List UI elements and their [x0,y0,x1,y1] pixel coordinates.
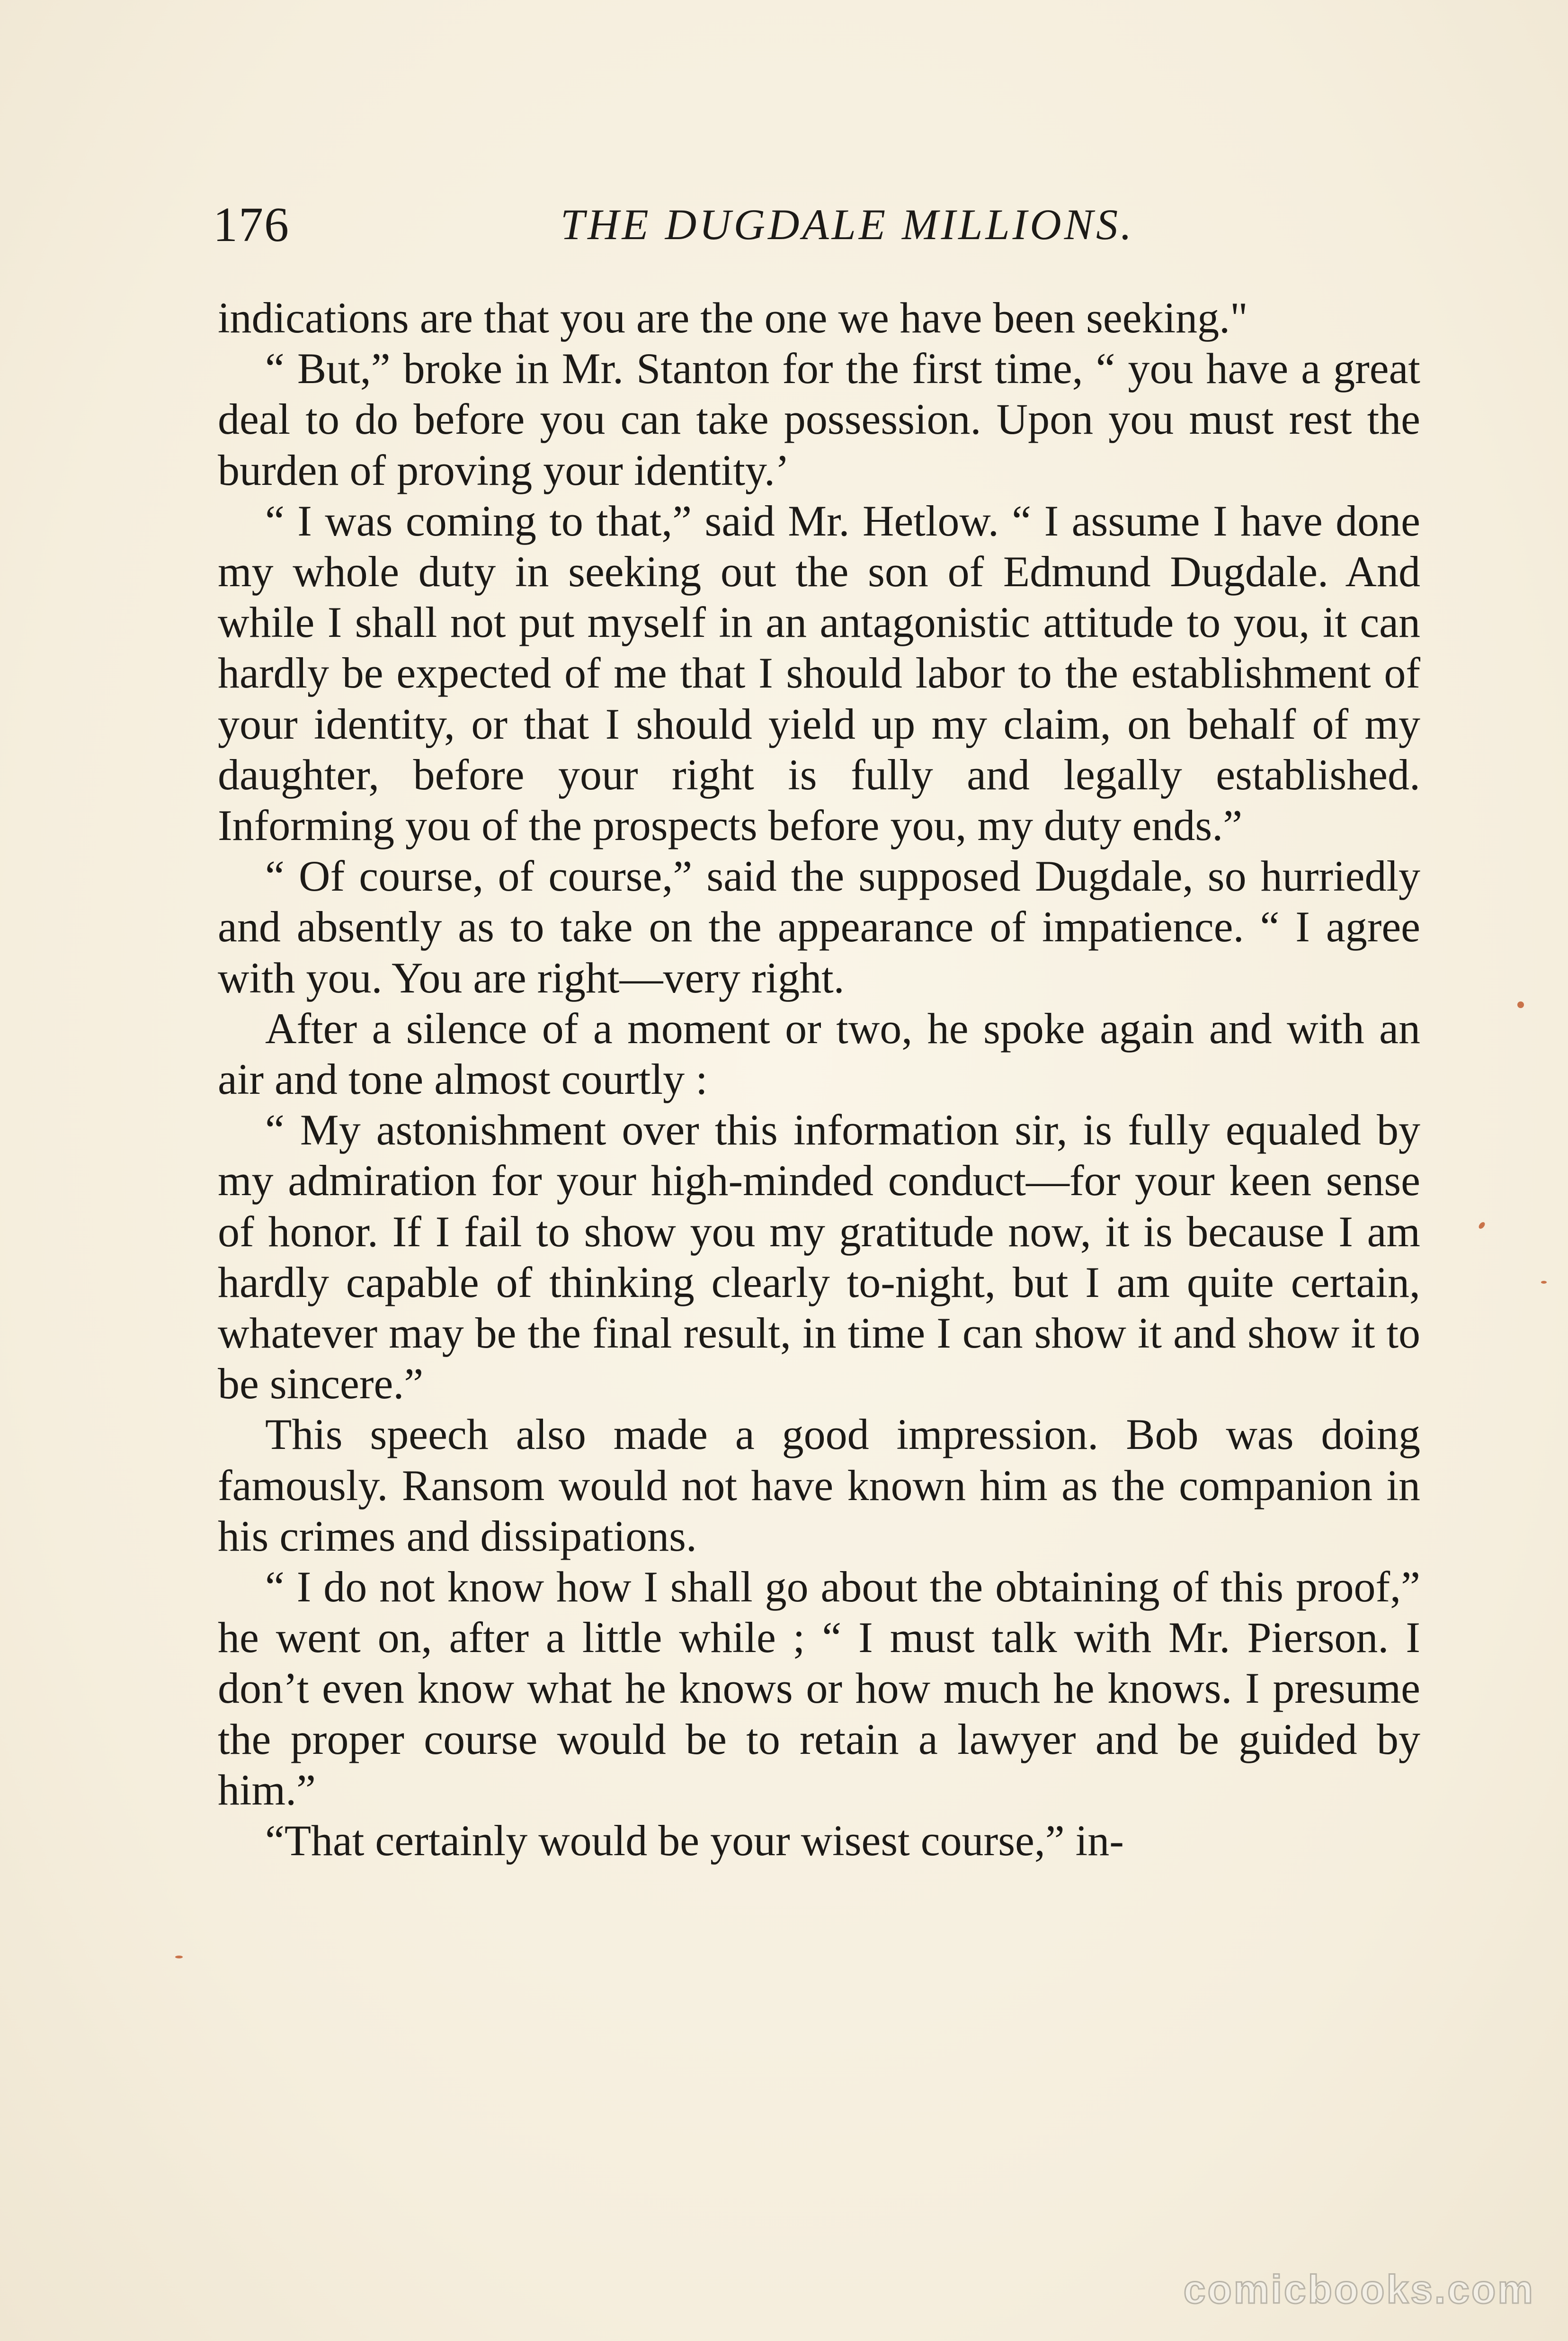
paragraph: After a silence of a moment or two, he spoke again and with an air and tone almost courtly : [218,1004,1420,1104]
paragraph: “ I was coming to that,” said Mr. Hetlow. “ I assume I have done my whole duty in seeking out the son of Edmund Dugdale. And while I shall not put myself in an antagonistic attitude to you, it can hardly be expected of me that I should labor to the establishment of your identity, or that I should yield up my claim, on behalf of my daughter, before your right is fully and legally established. Informing you of the prospects before you, my duty ends.” [218,496,1420,850]
paragraph: This speech also made a good impression. Bob was doing famously. Ransom would not have known him as the companion in his crimes and dissipations. [218,1410,1420,1560]
paragraph: “ I do not know how I shall go about the obtaining of this proof,” he went on, after a little while ; “ I must talk with Mr. Pierson. I don’t even know what he knows or how much he knows. I presume the proper course would be to retain a lawyer and be guided by him.” [218,1563,1420,1814]
page-header [213,197,1425,258]
page-number: 176 [213,197,290,252]
paragraph: “That certainly would be your wisest course,” in- [265,1816,1124,1865]
paragraph: “ My astonishment over this information sir, is fully equaled by my admiration for your high-minded conduct—for your keen sense of honor. If I fail to show you my gratitude now, it is because I am hardly capable of thinking clearly to-night, but I am quite certain, whatever may be the final result, in time I can show it and show it to be sincere.” [218,1106,1420,1408]
paragraph: “ Of course, of course,” said the supposed Dugdale, so hurriedly and absently as to take on the appearance of impatience. “ I agree with you. You are right—very right. [218,852,1420,1002]
paragraph: indications are that you are the one we have been seeking." [218,294,1248,342]
body-text [218,293,1420,1866]
watermark-logo: comicbooks.com [1183,2267,1535,2312]
paper-speck [1478,1221,1486,1230]
paper-speck [1541,1281,1547,1284]
paper-speck [1517,1001,1524,1008]
running-title: THE DUGDALE MILLIONS. [560,200,1135,249]
paragraph: “ But,” broke in Mr. Stanton for the first time, “ you have a great deal to do before you can take possession. Upon you must rest the burden of proving your identity.’ [218,344,1420,494]
paper-speck [175,1956,183,1958]
